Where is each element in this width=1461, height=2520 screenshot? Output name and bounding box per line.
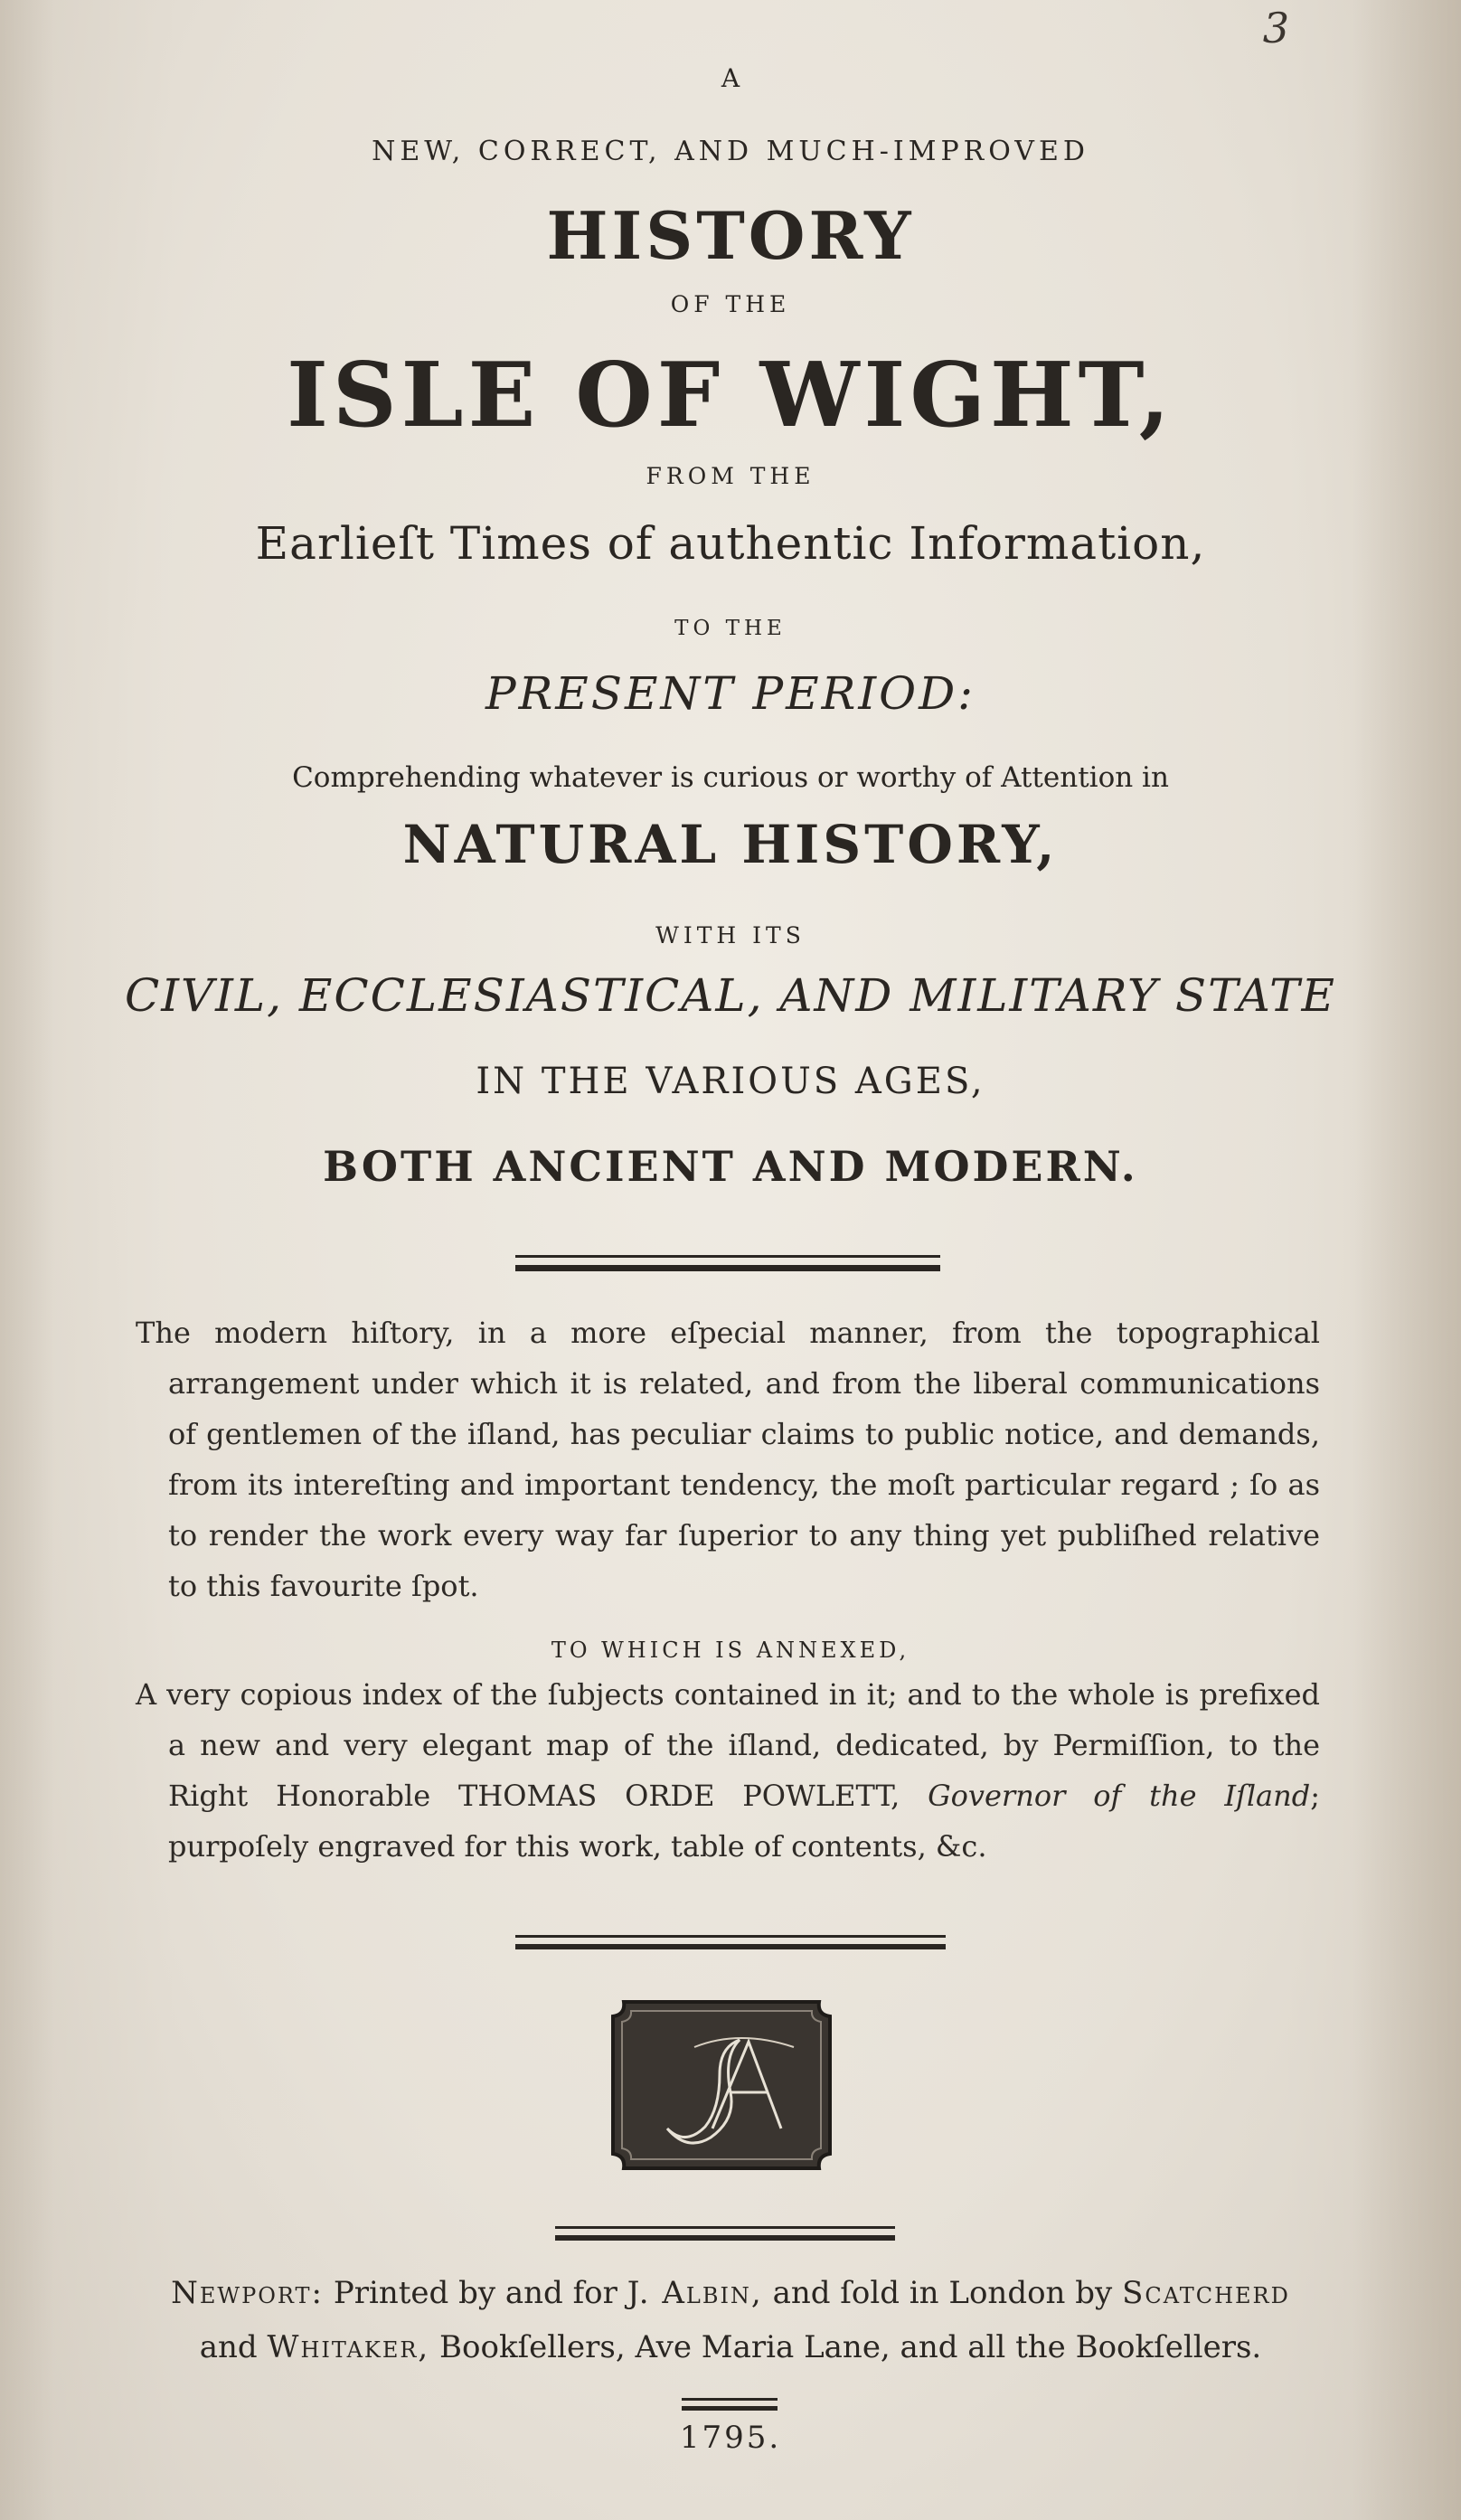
title-line-history: HISTORY — [546, 197, 915, 274]
imprint-line-2 — [136, 2320, 1325, 2374]
title-line-from-the: FROM THE — [646, 463, 815, 489]
publication-year: 1795. — [679, 2420, 782, 2456]
title-line-of-the: OF THE — [670, 291, 791, 317]
imprint-seller-1: Scatcherd — [1122, 2275, 1290, 2311]
annexed-text — [136, 1669, 1320, 1872]
imprint — [136, 2266, 1325, 2374]
imprint-line-1 — [136, 2266, 1325, 2320]
title-line-new-correct: NEW, CORRECT, AND MUCH-IMPROVED — [372, 136, 1089, 167]
annexed-text-part1: A very copious index of the ſubjects contained in it; and to the whole is prefixed a new and very elegant map of the iſland, dedicated, by Permiſſion, to the Right Honorable THOMAS ORDE POWLETT, — [136, 1677, 1320, 1813]
double-rule-divider-2 — [515, 1935, 946, 1949]
title-line-isle-of-wight: ISLE OF WIGHT, — [287, 344, 1174, 448]
imprint-text-2a: and — [199, 2329, 258, 2365]
monogram-ornament — [604, 1993, 839, 2177]
annexed-heading: TO WHICH IS ANNEXED, — [551, 1638, 910, 1663]
annexed-governor: Governor of the Iſland — [928, 1779, 1311, 1813]
page-number: 3 — [1262, 4, 1289, 52]
imprint-text-2b: Bookſellers, Ave Maria Lane, and all the Bookſellers. — [439, 2329, 1262, 2365]
imprint-text-1b: and ſold in London by — [772, 2275, 1113, 2311]
title-line-a: A — [721, 63, 740, 93]
double-rule-divider-4 — [682, 2398, 778, 2411]
title-line-to-the: TO THE — [674, 617, 787, 640]
printer-monogram-emblem — [604, 1993, 839, 2177]
description-text: The modern hiſtory, in a more eſpecial manner, from the topographical arrangement under which it is related, and from the liberal communications of gentlemen of the iſland, has peculiar claims to public notice, and demands, from its intereſting and important tendency, the moſt particular regard ; ſo as to render the work every way far ſuperior to any thing yet publiſhed relative to this favourite ſpot. — [136, 1316, 1320, 1603]
title-line-natural-history: NATURAL HISTORY, — [402, 814, 1059, 875]
title-line-present-period: PRESENT PERIOD: — [485, 667, 976, 720]
description-paragraph — [136, 1307, 1320, 1611]
title-line-with-its: WITH ITS — [655, 922, 806, 949]
double-rule-divider — [515, 1255, 940, 1271]
title-line-ancient-modern: BOTH ANCIENT AND MODERN. — [323, 1142, 1138, 1191]
title-line-civil-state: CIVIL, ECCLESIASTICAL, AND MILITARY STATE — [125, 969, 1336, 1022]
imprint-place: Newport: — [171, 2275, 324, 2311]
annexed-text-part2: ; purpoſely engraved for this work, table of contents, &c. — [168, 1779, 1320, 1864]
title-line-earliest-times: Earlieſt Times of authentic Information, — [255, 517, 1206, 570]
imprint-seller-2: Whitaker, — [267, 2329, 430, 2365]
title-line-comprehending: Comprehending whatever is curious or worthy of Attention in — [292, 761, 1169, 794]
imprint-text-1a: Printed by and for — [333, 2275, 617, 2311]
title-line-various-ages: IN THE VARIOUS AGES, — [476, 1061, 985, 1102]
double-rule-divider-3 — [555, 2226, 895, 2241]
annexed-paragraph — [136, 1669, 1320, 1872]
imprint-printer: J. Albin, — [627, 2275, 763, 2311]
